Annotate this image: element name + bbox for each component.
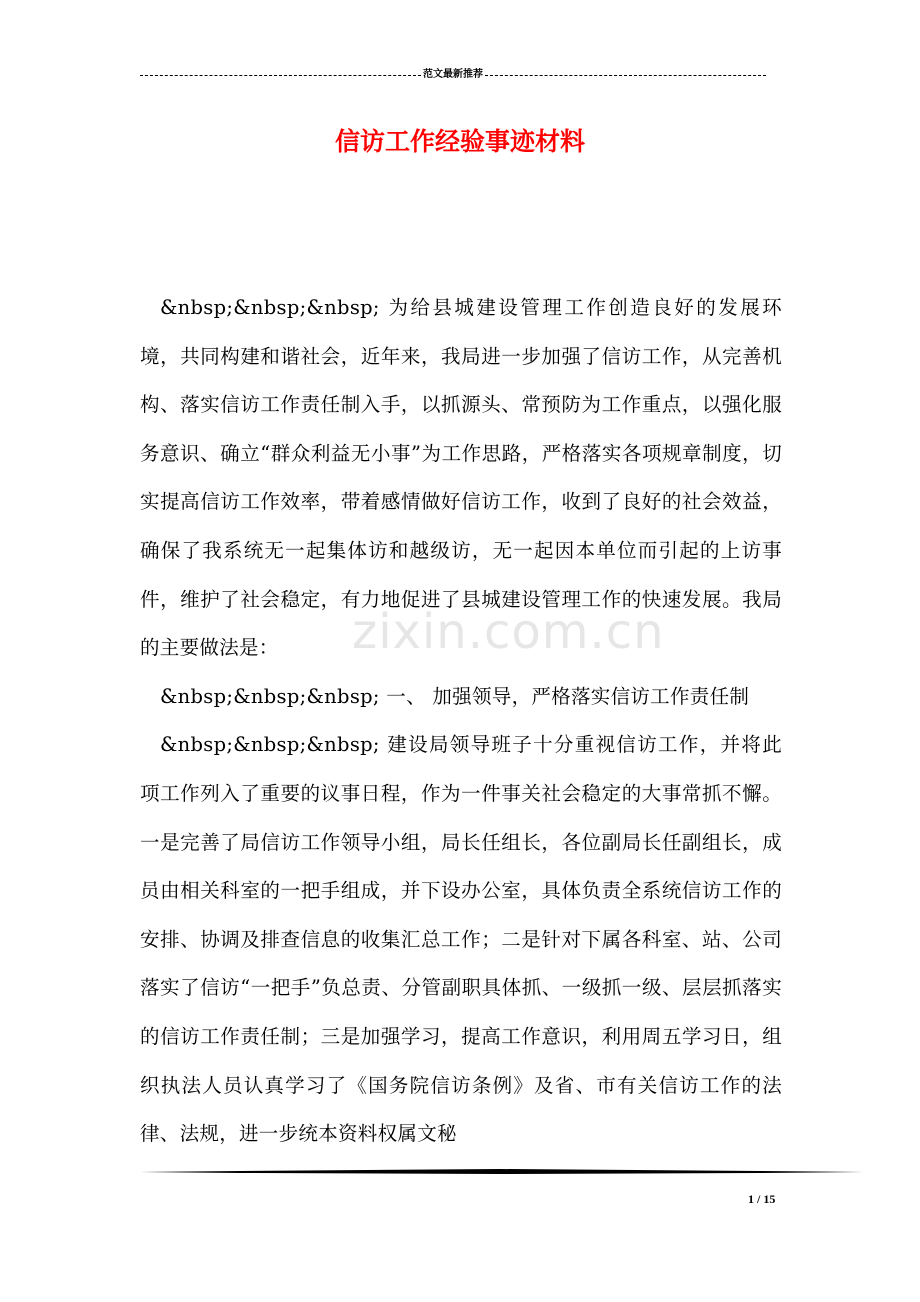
header-dash-left — [140, 75, 421, 76]
paragraph-intro: &nbsp;&nbsp;&nbsp; 为给县城建设管理工作创造良好的发展环境，共同构建和谐社会，近年来，我局进一步加强了信访工作，从完善机构、落实信访工作责任制入手，以抓源头、常预防为工作重点，以强化服务意识、确立“群众利益无小事”为工作思路，严格落实各项规章制度，切实提高信访工作效率，带着感情做好信访工作，收到了良好的社会效益，确保了我系统无一起集体访和越级访，无一起因本单位而引起的上访事件，维护了社会稳定，有力地促进了县城建设管理工作的快速发展。我局的主要做法是： — [140, 296, 782, 660]
page-number: 1 / 15 — [748, 1192, 776, 1206]
footer-rule — [140, 1168, 864, 1174]
header-dash-right — [485, 75, 766, 76]
document-body — [140, 284, 782, 1159]
document-title: 信访工作经验事迹材料 — [334, 127, 585, 156]
watermark: zixin.com.cn — [352, 604, 665, 660]
header-label: 范文最新推荐 — [423, 69, 483, 80]
paragraph-section-heading: &nbsp;&nbsp;&nbsp; 一、 加强领导，严格落实信访工作责任制 — [160, 684, 750, 708]
header-rule — [140, 68, 766, 82]
paragraph-section-body: &nbsp;&nbsp;&nbsp; 建设局领导班子十分重视信访工作，并将此项工作列入了重要的议事日程，作为一件事关社会稳定的大事常抓不懈。一是完善了局信访工作领导小组，局长任组长，各位副局长任副组长，成员由相关科室的一把手组成，并下设办公室，具体负责全系统信访工作的安排、协调及排查信息的收集汇总工作；二是针对下属各科室、站、公司落实了信访“一把手”负总责、分管副职具体抓、一级抓一级、层层抓落实的信访工作责任制；三是加强学习，提高工作意识，利用周五学习日，组织执法人员认真学习了《国务院信访条例》及省、市有关信访工作的法律、法规，进一步统本资料权属文秘 — [140, 733, 782, 1146]
